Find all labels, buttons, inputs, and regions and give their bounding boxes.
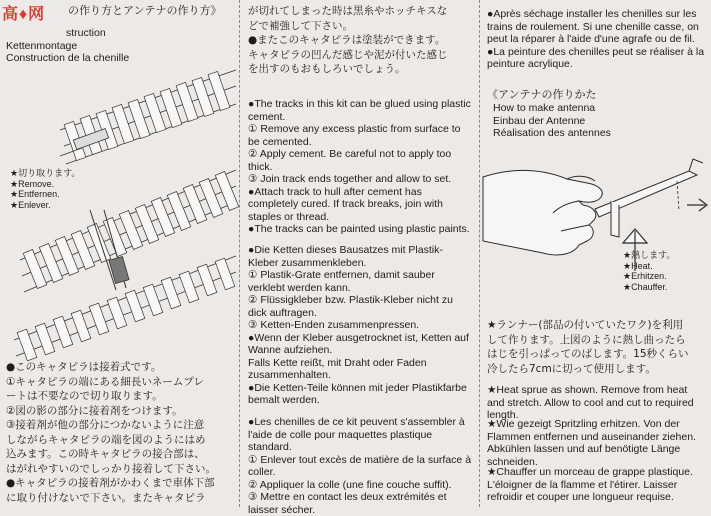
instruction-paragraph: ●Die Ketten-Teile können mit jeder Plastikfarbe bemalt werden. [248,381,467,406]
column-divider-right [479,0,480,507]
instruction-paragraph: ●Après séchage installer les chenilles sur les trains de roulement. Si une chenille casse, on peut la réparer à l'aide d'une agrafe ou de fil. [487,8,699,45]
instruction-line: が切れてしまった時は黒糸やホッチキスな [248,5,448,17]
section-title-jp: の作り方とアンテナの作り方》 [68,4,222,17]
instruction-paragraph: ●Les chenilles de ce kit peuvent s'assembler à l'aide de colle pour maquettes plastique standard. [248,416,465,453]
track-instructions-de [248,244,472,407]
instruction-line: ★ランナー(部品の付いていたワク)を利用 [487,319,684,331]
instruction-line: に取り付けないで下さい。またキャタピラ [6,491,206,504]
antenna-illustration [483,145,711,305]
watermark-logo: 高♦网 [2,6,46,23]
section-title-de: Kettenmontage [6,39,78,52]
instruction-paragraph: ① Remove any excess plastic from surface to be cemented. [248,123,461,148]
antenna-column [483,0,711,507]
antenna-section-title [487,86,707,140]
instruction-line: はじを引っぱってのばします。15秒くらい [487,348,689,360]
instruction-line: ③接着剤が他の部分につかないように注意 [6,419,205,431]
heat-callout [623,250,675,292]
instruction-line: 込みます。この時キャタピラの接合部は、 [6,448,205,460]
track-instructions-jp [6,360,232,505]
remove-label-de: ★Entfernen. [10,189,60,199]
instruction-paragraph: ③ Ketten-Enden zusammenpressen. [248,319,420,331]
instruction-line: しながらキャタピラの端を図のようにはめ [6,433,206,446]
section-title-en: struction [66,27,106,39]
track-notes-fr [487,8,707,71]
instruction-paragraph: ●The tracks in this kit can be glued using plastic cement. [248,98,471,123]
track-instructions-column [244,0,476,516]
antenna-instructions-de [487,418,707,468]
heat-label-jp: ★熱します。 [623,250,676,260]
instruction-line: はがれやすいのでしっかり接着して下さい。 [6,462,216,475]
instruction-line: ●このキャタピラは接着式です。 [6,361,162,373]
column-divider-left [239,0,240,507]
instruction-line: キャタピラの凹んだ感じや泥が付いた感じ [248,48,448,61]
instruction-line: 冷したら7cmに切って使用します。 [487,362,656,375]
remove-label-fr: ★Enlever. [10,199,51,210]
track-assembly-column [0,0,236,507]
instruction-paragraph: ③ Mettre en contact les deux extrémités et laisser sécher. [248,491,447,516]
instruction-paragraph: ●Wenn der Kleber ausgetrocknet ist, Ketten auf Wanne aufziehen. [248,331,469,356]
instruction-paragraph: ★Wie gezeigt Spritzling erhitzen. Von der Flammen entfernen und auseinander ziehen. Abkühlen lassen und auf benötigte Länge schneiden. [487,418,696,468]
track-section-subtitles [6,27,232,65]
remove-label-jp: ★切り取ります。 [10,168,81,178]
track-section-title [68,2,232,18]
instruction-paragraph: ★Heat sprue as shown. Remove from heat and stretch. Allow to cool and cut to required length. [487,384,694,421]
heat-label-fr: ★Chauffer. [623,281,668,292]
instruction-paragraph: Falls Kette reißt, mit Draht oder Faden zusammenhalten. [248,356,427,381]
instruction-paragraph: ② Apply cement. Be careful not to apply too thick. [248,148,452,173]
instruction-paragraph: ① Enlever tout excès de matière de la surface à coller. [248,453,472,478]
antenna-title-fr: Réalisation des antennes [493,127,611,139]
track-instructions-en [248,98,472,236]
track-notes-jp [248,4,472,77]
instruction-paragraph: ★Chauffer un morceau de grappe plastique. L'éloigner de la flamme et l'étirer. Laisser refroidir et couper une longueur requise. [487,466,693,503]
antenna-instructions-jp [487,318,707,376]
antenna-title-jp: 《アンテナの作りかた [487,88,597,101]
heat-label-en: ★Heat. [623,260,653,271]
heat-label-de: ★Erhitzen. [623,271,667,281]
remove-callout [10,168,80,210]
antenna-title-de: Einbau der Antenne [493,114,586,127]
instruction-paragraph: ●La peinture des chenilles peut se réaliser à la peinture acrylique. [487,45,705,70]
instruction-line: ートは不要なので切り取ります。 [6,390,163,402]
instruction-paragraph: ① Plastik-Grate entfernen, damit sauber verklebt werden kann. [248,269,435,294]
instruction-line: ①キャタピラの端にある細長いネームプレ [6,375,204,388]
antenna-instructions-en [487,384,707,422]
instruction-paragraph: ③ Join track ends together and allow to set. [248,173,452,185]
antenna-title-en: How to make antenna [493,102,596,114]
instruction-line: して作ります。上図のように熱し曲ったら [487,333,686,346]
instruction-line: ②図の影の部分に接着剤をつけます。 [6,404,183,417]
instruction-paragraph: ② Flüssigkleber bzw. Plastik-Kleber nicht zu dick auftragen. [248,294,453,319]
instruction-paragraph: ② Appliquer la colle (une fine couche suffit). [248,478,452,491]
instruction-line: を出すのもおもしろいでしょう。 [248,63,406,75]
instruction-line: どで補強して下さい。 [248,19,353,32]
remove-label-en: ★Remove. [10,178,55,189]
instruction-line: ●またこのキャタピラは塗装ができます。 [248,34,446,46]
section-title-fr: Construction de la chenille [6,52,130,64]
instruction-line: ●キャタピラの接着剤がかわくまで車体下部 [6,477,215,489]
track-instructions-fr [248,416,472,516]
instruction-paragraph: ●The tracks can be painted using plastic paints. [248,223,470,235]
instruction-paragraph: ●Attach track to hull after cement has completely cured. If track breaks, join with staples or thread. [248,185,443,223]
antenna-instructions-fr [487,466,707,504]
track-illustration [0,60,236,360]
instruction-paragraph: ●Die Ketten dieses Bausatzes mit Plastik-Kleber zusammenkleben. [248,244,443,269]
